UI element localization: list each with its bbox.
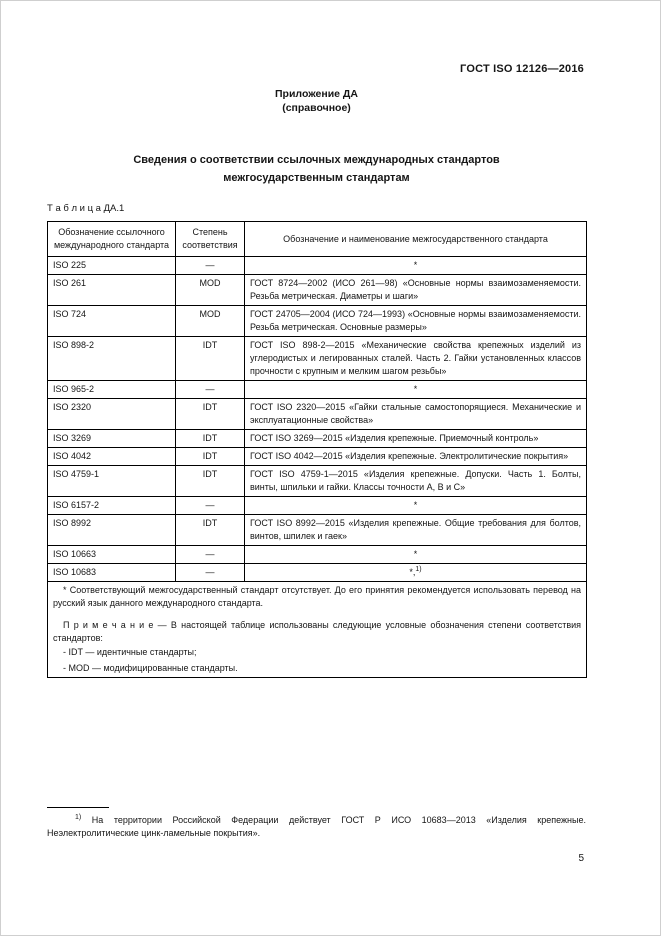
table-note-item-idt: - IDT — идентичные стандарты; [63, 647, 197, 657]
footnote-text: На территории Российской Федерации действует ГОСТ Р ИСО 10683—2013 «Изделия крепежные. Неэлектролитические цинк-ламельные покрытия». [47, 815, 586, 838]
appendix-title: Приложение ДА [275, 88, 358, 100]
degree-cell: MOD [176, 306, 245, 337]
iso-standard-cell: ISO 10663 [48, 546, 176, 564]
gost-standard-cell: ГОСТ ISO 3269—2015 «Изделия крепежные. Приемочный контроль» [245, 430, 587, 448]
iso-standard-cell: ISO 225 [48, 257, 176, 275]
table-row [48, 257, 587, 275]
gost-standard-cell: * [245, 546, 587, 564]
iso-standard-cell: ISO 898-2 [48, 337, 176, 381]
appendix-block [47, 87, 586, 115]
table-row [48, 466, 587, 497]
iso-standard-cell: ISO 8992 [48, 515, 176, 546]
table-row [48, 546, 587, 564]
degree-cell: — [176, 564, 245, 582]
table-row [48, 337, 587, 381]
iso-standard-cell: ISO 724 [48, 306, 176, 337]
gost-standard-cell: * [245, 257, 587, 275]
footnote-separator [47, 807, 109, 808]
degree-cell: — [176, 497, 245, 515]
gost-standard-cell: ГОСТ ISO 898-2—2015 «Механические свойства крепежных изделий из углеродистых и легированных сталей. Часть 2. Гайки установленных классов прочности с крупным и мелким шагом резьбы» [245, 337, 587, 381]
degree-cell: — [176, 381, 245, 399]
iso-standard-cell: ISO 6157-2 [48, 497, 176, 515]
page-footnote [47, 814, 586, 840]
degree-cell: — [176, 257, 245, 275]
footnote-marker: 1) [75, 814, 82, 821]
table-note: П р и м е ч а н и е — В настоящей таблице использованы следующие условные обозначения степени соответствия стандартов: [53, 620, 581, 643]
table-row [48, 399, 587, 430]
gost-standard-cell: ГОСТ ISO 4042—2015 «Изделия крепежные. Электролитические покрытия» [245, 448, 587, 466]
table-footnote-cell [48, 582, 587, 678]
correspondence-table [47, 221, 587, 678]
iso-standard-cell: ISO 965-2 [48, 381, 176, 399]
header-iso-standard: Обозначение ссылочного международного стандарта [48, 222, 176, 257]
gost-standard-cell: ГОСТ ISO 4759-1—2015 «Изделия крепежные. Допуски. Часть 1. Болты, винты, шпильки и гайки. Классы точности А, В и С» [245, 466, 587, 497]
table-footnote-star: * Соответствующий межгосударственный стандарт отсутствует. До его принятия рекомендуется использовать перевод на русский язык данного международного стандарта. [53, 585, 581, 608]
iso-standard-cell: ISO 2320 [48, 399, 176, 430]
page-title [47, 151, 586, 187]
gost-standard-cell [245, 564, 587, 582]
iso-standard-cell: ISO 4042 [48, 448, 176, 466]
page-title-line2: межгосударственным стандартам [223, 172, 410, 184]
degree-cell: IDT [176, 448, 245, 466]
degree-cell: IDT [176, 399, 245, 430]
footnote-reference: 1) [415, 566, 422, 573]
iso-standard-cell: ISO 261 [48, 275, 176, 306]
gost-standard-cell: ГОСТ ISO 2320—2015 «Гайки стальные самостопорящиеся. Механические и эксплуатационные свойства» [245, 399, 587, 430]
content-area [47, 87, 586, 678]
page-footer [47, 807, 586, 865]
table-row [48, 448, 587, 466]
table-body [48, 257, 587, 582]
degree-cell: IDT [176, 337, 245, 381]
iso-standard-cell: ISO 10683 [48, 564, 176, 582]
degree-cell: MOD [176, 275, 245, 306]
appendix-subtitle: (справочное) [282, 102, 351, 114]
table-note-item-mod: - MOD — модифицированные стандарты. [63, 663, 238, 673]
degree-cell: IDT [176, 515, 245, 546]
header-gost-standard: Обозначение и наименование межгосударственного стандарта [245, 222, 587, 257]
table-row [48, 275, 587, 306]
page-number: 5 [578, 853, 584, 864]
table-row [48, 515, 587, 546]
header-degree: Степень соответствия [176, 222, 245, 257]
table-row [48, 381, 587, 399]
gost-standard-text: *, [409, 567, 416, 577]
iso-standard-cell: ISO 4759-1 [48, 466, 176, 497]
gost-standard-cell: ГОСТ 24705—2004 (ИСО 724—1993) «Основные нормы взаимозаменяемости. Резьба метрическая. Основные размеры» [245, 306, 587, 337]
table-row [48, 564, 587, 582]
document-number: ГОСТ ISO 12126—2016 [460, 63, 584, 75]
table-label: Т а б л и ц а ДА.1 [47, 203, 125, 214]
gost-standard-cell: ГОСТ ISO 8992—2015 «Изделия крепежные. Общие требования для болтов, винтов, шпилек и гаек» [245, 515, 587, 546]
degree-cell: IDT [176, 430, 245, 448]
table-row [48, 497, 587, 515]
table-header-row [48, 222, 587, 257]
gost-standard-cell: * [245, 497, 587, 515]
gost-standard-cell: * [245, 381, 587, 399]
iso-standard-cell: ISO 3269 [48, 430, 176, 448]
degree-cell: IDT [176, 466, 245, 497]
table-row [48, 306, 587, 337]
degree-cell: — [176, 546, 245, 564]
gost-standard-cell: ГОСТ 8724—2002 (ИСО 261—98) «Основные нормы взаимозаменяемости. Резьба метрическая. Диаметры и шаги» [245, 275, 587, 306]
table-footnote-row [48, 582, 587, 678]
table-row [48, 430, 587, 448]
page-title-line1: Сведения о соответствии ссылочных международных стандартов [133, 154, 500, 166]
